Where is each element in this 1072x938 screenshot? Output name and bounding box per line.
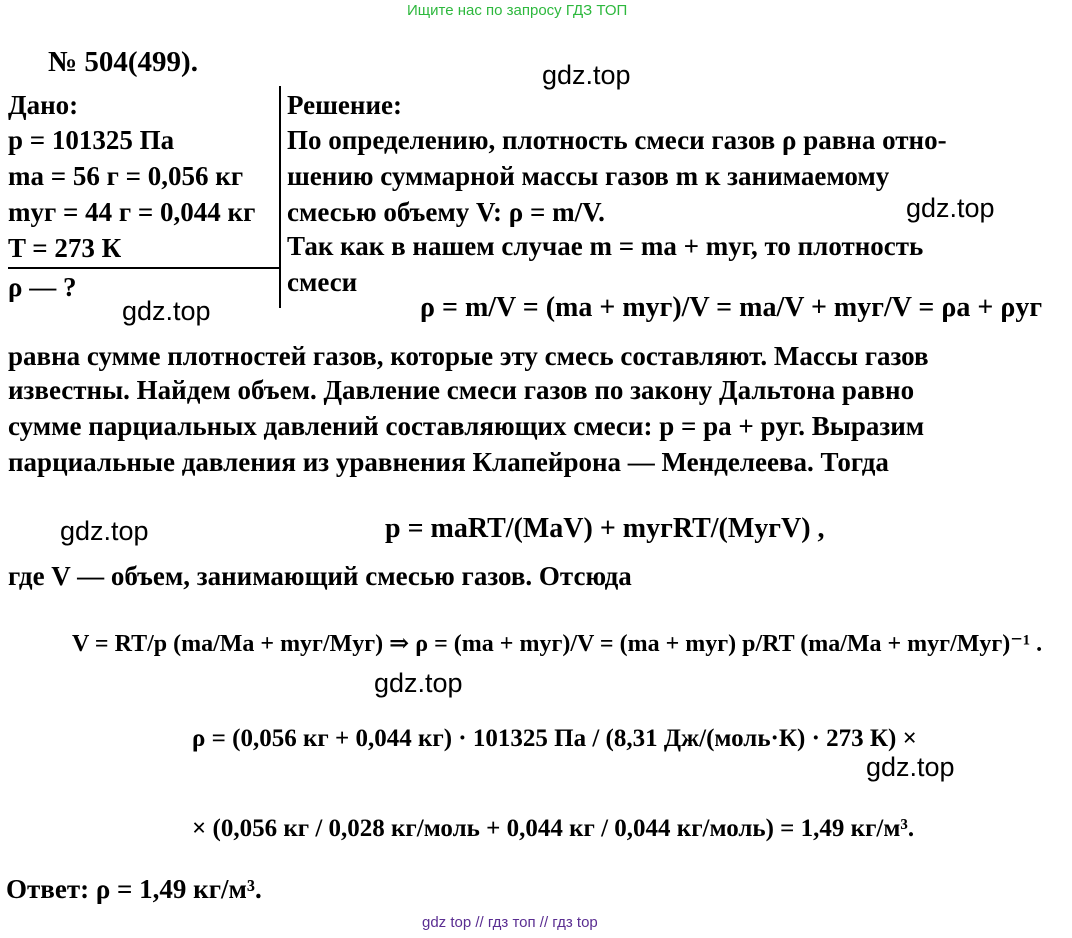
given-mass-a: mа = 56 г = 0,056 кг <box>8 161 244 191</box>
paragraph-line: сумме парциальных давлений составляющих смеси: p = pа + pуг. Выразим <box>8 411 925 441</box>
watermark: gdz.top <box>374 668 463 698</box>
footer-links[interactable]: gdz top // гдз топ // гдз top <box>422 914 598 931</box>
problem-number: № 504(499). <box>48 46 198 78</box>
where-line: где V — объем, занимающий смесью газов. Отсюда <box>8 561 632 591</box>
watermark: gdz.top <box>122 296 211 326</box>
given-divider <box>8 267 280 269</box>
solution-title: Решение: <box>287 90 402 120</box>
watermark: gdz.top <box>906 193 995 223</box>
given-pressure: p = 101325 Па <box>8 125 175 155</box>
paragraph-line: равна сумме плотностей газов, которые эту смесь составляют. Массы газов <box>8 341 929 371</box>
solution-line: смесью объему V: ρ = m/V. <box>287 197 605 227</box>
formula-pressure: p = mаRT/(MаV) + mугRT/(MугV) , <box>385 513 825 544</box>
paragraph-line: известны. Найдем объем. Давление смеси газов по закону Дальтона равно <box>8 375 915 405</box>
watermark: gdz.top <box>866 752 955 782</box>
top-banner: Ищите нас по запросу ГДЗ ТОП <box>407 2 628 19</box>
given-title: Дано: <box>8 90 79 120</box>
given-mass-ug: mуг = 44 г = 0,044 кг <box>8 197 256 227</box>
watermark: gdz.top <box>542 60 631 90</box>
given-find: ρ — ? <box>8 272 77 302</box>
solution-line: По определению, плотность смеси газов ρ равна отно- <box>287 125 947 155</box>
paragraph-line: парциальные давления из уравнения Клапейрона — Менделеева. Тогда <box>8 447 889 477</box>
solution-line: шению суммарной массы газов m к занимаемому <box>287 161 890 191</box>
given-temperature: T = 273 К <box>8 233 122 263</box>
given-separator <box>279 86 281 308</box>
formula-density-sum: ρ = m/V = (mа + mуг)/V = mа/V + mуг/V = ρа + ρуг <box>420 292 1043 323</box>
formula-numeric-line-1: ρ = (0,056 кг + 0,044 кг) · 101325 Па / (8,31 Дж/(моль·К) · 273 К) × <box>192 725 917 752</box>
solution-line: Так как в нашем случае m = mа + mуг, то плотность <box>287 231 924 261</box>
solution-line: смеси <box>287 267 358 297</box>
formula-volume-density: V = RT/p (mа/Mа + mуг/Mуг) ⇒ ρ = (mа + mуг)/V = (mа + mуг) p/RT (mа/Mа + mуг/Mуг)⁻¹ . <box>72 631 1043 657</box>
watermark: gdz.top <box>60 516 149 546</box>
formula-numeric-line-2: × (0,056 кг / 0,028 кг/моль + 0,044 кг / 0,044 кг/моль) = 1,49 кг/м³. <box>192 815 915 842</box>
answer: Ответ: ρ = 1,49 кг/м³. <box>6 874 262 904</box>
